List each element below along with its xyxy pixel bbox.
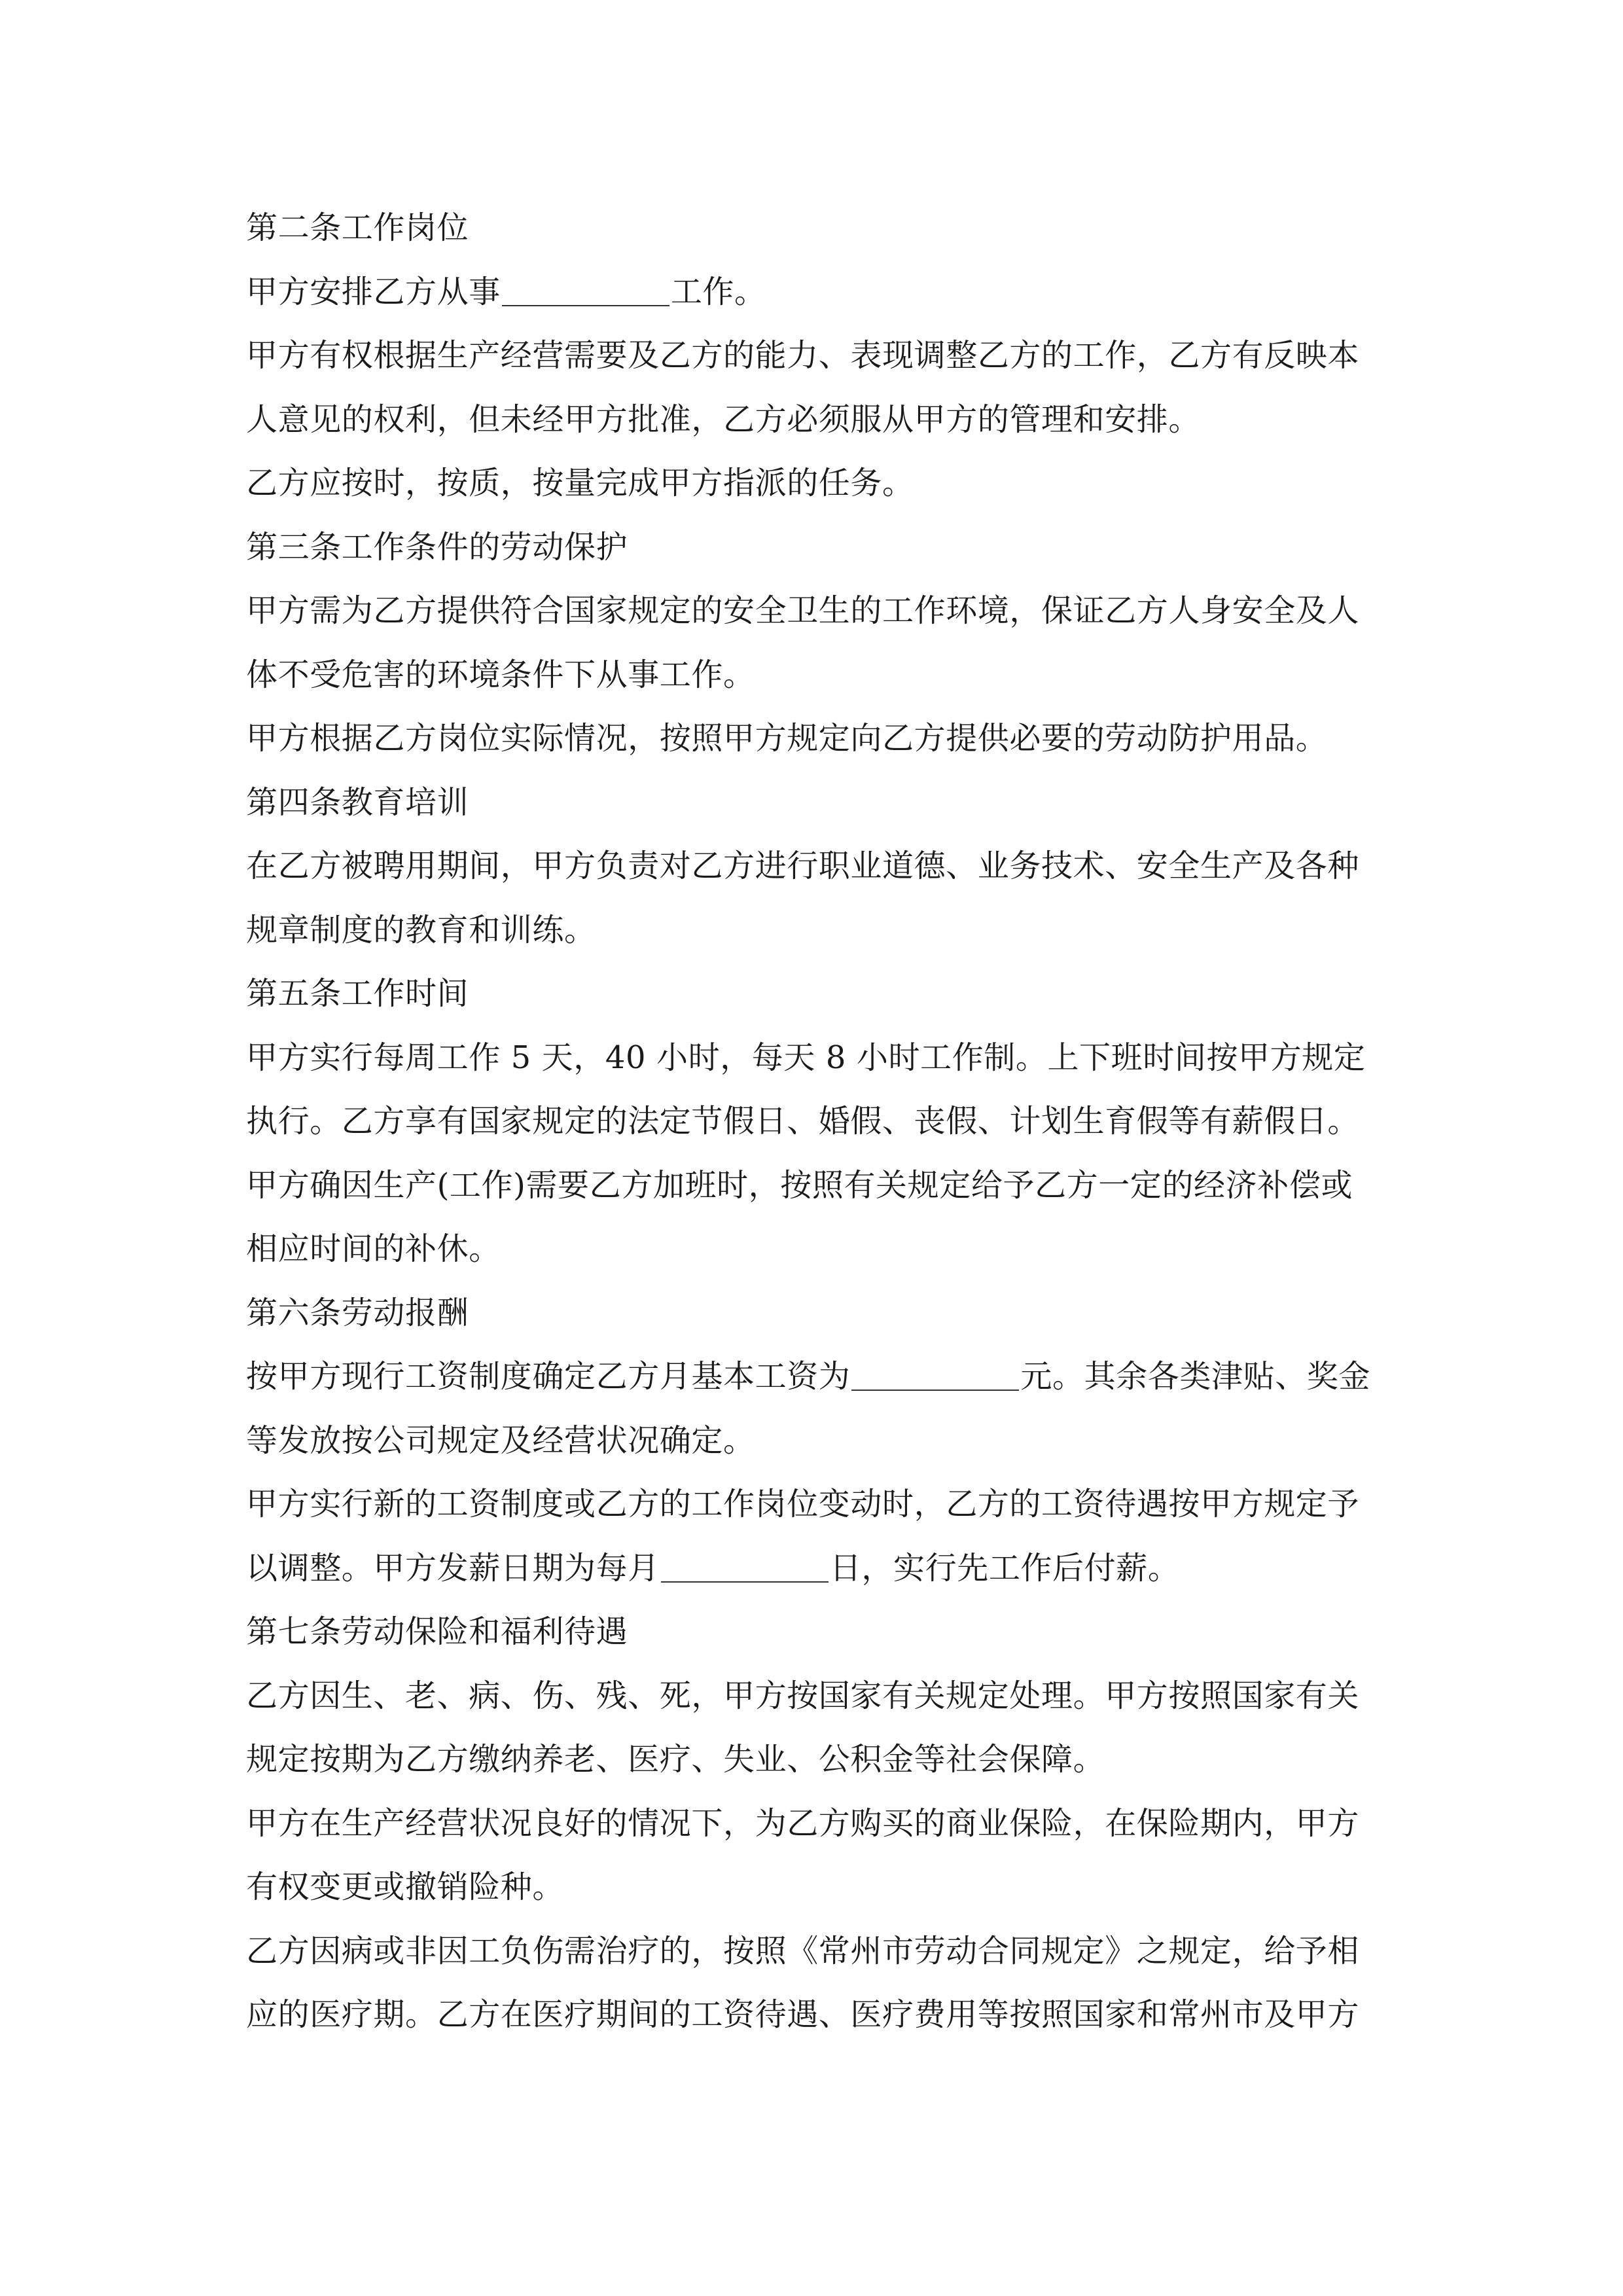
contract-text <box>246 196 1385 2047</box>
paragraph-line: 规定按期为乙方缴纳养老、医疗、失业、公积金等社会保障。 <box>246 1741 1105 1778</box>
paragraph-line: 规章制度的教育和训练。 <box>246 911 596 948</box>
section-heading: 第五条工作时间 <box>246 975 469 1012</box>
paragraph-line: 甲方实行新的工资制度或乙方的工作岗位变动时，乙方的工资待遇按甲方规定予 <box>246 1486 1360 1522</box>
line-text: 甲方安排乙方从事 <box>246 273 501 310</box>
paragraph-line: 人意见的权利，但未经甲方批准，乙方必须服从甲方的管理和安排。 <box>246 401 1201 438</box>
paragraph-line <box>246 260 1385 325</box>
paragraph-line <box>246 1537 1385 1601</box>
paragraph-line: 在乙方被聘用期间，甲方负责对乙方进行职业道德、业务技术、安全生产及各种 <box>246 848 1360 884</box>
paragraph-line: 乙方因生、老、病、伤、残、死，甲方按国家有关规定处理。甲方按照国家有关 <box>246 1677 1360 1714</box>
paragraph-line: 有权变更或撤销险种。 <box>246 1869 565 1905</box>
paragraph-line: 甲方根据乙方岗位实际情况，按照甲方规定向乙方提供必要的劳动防护用品。 <box>246 720 1328 757</box>
fill-in-blank <box>851 1358 1019 1391</box>
paragraph-line: 甲方有权根据生产经营需要及乙方的能力、表现调整乙方的工作，乙方有反映本 <box>246 337 1360 374</box>
line-text: 日，实行先工作后付薪。 <box>829 1549 1180 1587</box>
paragraph-line <box>246 1345 1385 1409</box>
fill-in-blank <box>502 274 669 306</box>
section-heading: 第四条教育培训 <box>246 783 469 821</box>
section-heading: 第六条劳动报酬 <box>246 1294 469 1331</box>
section-heading: 第二条工作岗位 <box>246 209 469 246</box>
section-heading: 第三条工作条件的劳动保护 <box>246 528 628 565</box>
paragraph-line: 乙方应按时，按质，按量完成甲方指派的任务。 <box>246 465 914 501</box>
fill-in-blank <box>661 1550 829 1583</box>
section-heading: 第七条劳动保险和福利待遇 <box>246 1613 628 1650</box>
line-text: 按甲方现行工资制度确定乙方月基本工资为 <box>246 1358 851 1395</box>
paragraph-line: 执行。乙方享有国家规定的法定节假日、婚假、丧假、计划生育假等有薪假日。 <box>246 1103 1360 1139</box>
paragraph-line: 相应时间的补休。 <box>246 1230 501 1267</box>
paragraph-line: 甲方实行每周工作 5 天，40 小时，每天 8 小时工作制。上下班时间按甲方规定 <box>246 1039 1366 1076</box>
paragraph-line: 乙方因病或非因工负伤需治疗的，按照《常州市劳动合同规定》之规定，给予相 <box>246 1932 1360 1969</box>
line-text: 元。其余各类津贴、奖金 <box>1020 1358 1371 1395</box>
line-text: 工作。 <box>670 273 766 310</box>
paragraph-line: 等发放按公司规定及经营状况确定。 <box>246 1422 755 1459</box>
paragraph-line: 甲方在生产经营状况良好的情况下，为乙方购买的商业保险，在保险期内，甲方 <box>246 1804 1360 1842</box>
paragraph-line: 甲方需为乙方提供符合国家规定的安全卫生的工作环境，保证乙方人身安全及人 <box>246 592 1360 629</box>
line-text: 以调整。甲方发薪日期为每月 <box>246 1549 660 1587</box>
paragraph-line: 应的医疗期。乙方在医疗期间的工资待遇、医疗费用等按照国家和常州市及甲方 <box>246 1996 1360 2033</box>
paragraph-line: 体不受危害的环境条件下从事工作。 <box>246 656 755 693</box>
paragraph-line: 甲方确因生产(工作)需要乙方加班时，按照有关规定给予乙方一定的经济补偿或 <box>246 1166 1353 1204</box>
